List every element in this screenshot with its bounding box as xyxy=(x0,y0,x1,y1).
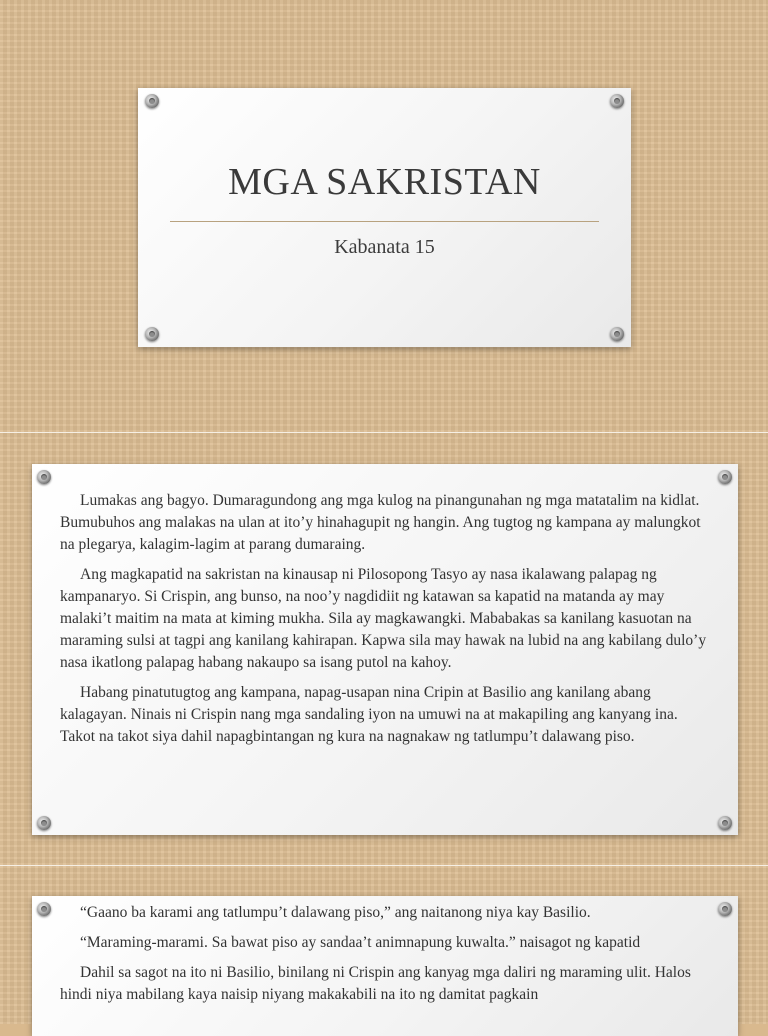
pushpin-icon xyxy=(145,327,159,341)
text-card xyxy=(32,464,738,835)
pushpin-icon xyxy=(718,902,732,916)
slide-3-body xyxy=(60,902,710,1014)
slide-title: MGA SAKRISTAN xyxy=(228,161,541,203)
paragraph: Ang magkapatid na sakristan na kinausap ni Pilosopong Tasyo ay nasa ikalawang palapag ng kampanaryo. Si Crispin, ang bunso, na noo’y nagdidiit ng katawan sa kapatid na matanda ay may malaki’t maitim na mata at kiming mukha. Sila ay magkawangki. Mababakas sa kanilang kasuotan na maraming sulsi at tagpi ang kanilang kahirapan. Kapwa sila may hawak na lubid na ang kabilang dulo’y nasa ikatlong palapag habang nakaupo sa isang putol na kahoy. xyxy=(60,566,707,671)
pushpin-icon xyxy=(37,902,51,916)
slide-subtitle: Kabanata 15 xyxy=(334,236,435,258)
pushpin-icon xyxy=(37,816,51,830)
paragraph: “Maraming-marami. Sa bawat piso ay sandaa’t animnapung kuwalta.” naisagot ng kapatid xyxy=(80,934,641,951)
text-card xyxy=(32,896,738,1036)
title-card xyxy=(138,88,631,347)
paragraph: Habang pinatutugtog ang kampana, napag-usapan nina Cripin at Basilio ang kanilang abang kalagayan. Ninais ni Crispin nang mga sandaling iyon na umuwi na at makapiling ang kanyang ina. Takot na takot siya dahil napagbintangan ng kura na nagnakaw ng tatlumpu’t dalawang piso. xyxy=(60,684,678,745)
pushpin-icon xyxy=(718,470,732,484)
paragraph: “Gaano ba karami ang tatlumpu’t dalawang piso,” ang naitanong niya kay Basilio. xyxy=(80,904,591,921)
pushpin-icon xyxy=(37,470,51,484)
pushpin-icon xyxy=(145,94,159,108)
pushpin-icon xyxy=(718,816,732,830)
slide-2-body xyxy=(60,490,710,756)
pushpin-icon xyxy=(610,327,624,341)
paragraph: Dahil sa sagot na ito ni Basilio, binilang ni Crispin ang kanyag mga daliri ng maraming ulit. Halos hindi niya mabilang kaya naisip niyang makakabili na ito ng damitat pagkain xyxy=(60,964,691,1003)
pushpin-icon xyxy=(610,94,624,108)
paragraph: Lumakas ang bagyo. Dumaragundong ang mga kulog na pinangunahan ng mga matatalim na kidlat. Bumubuhos ang malakas na ulan at ito’y hinahagupit ng hangin. Ang tugtog ng kampana ay malungkot na plegarya, kalagim-lagim at parang dumaraing. xyxy=(60,492,701,553)
title-divider xyxy=(170,221,599,222)
